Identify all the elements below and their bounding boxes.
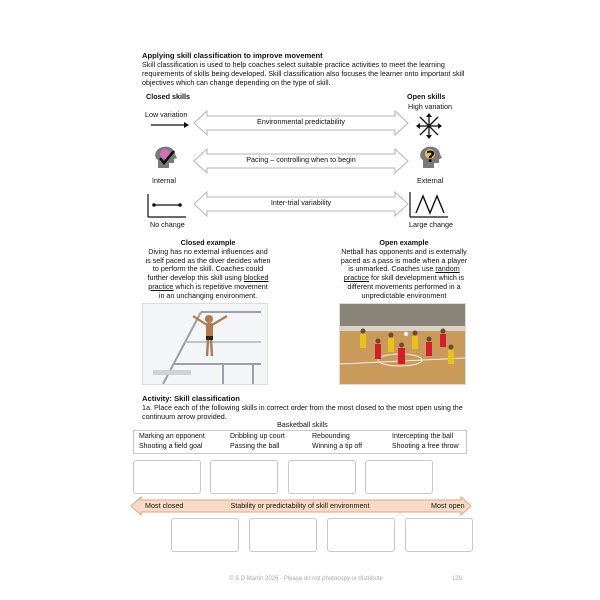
closed-example-line: in an unchanging environment. [158,290,258,300]
multi-direction-arrows-icon [415,112,443,140]
blocked-practice-link-part1: blocked [243,273,269,283]
closed-skills-title: Closed skills [146,92,190,101]
most-open-label: Most open [431,501,465,510]
high-variation-label: High variation [408,102,452,111]
answer-box[interactable] [133,460,201,494]
open-skills-title: Open skills [407,92,446,101]
intro-line-1: Skill classification is used to help coaches select suitable practice activities to meet the learning [142,60,445,69]
skill-item[interactable]: Winning a tip off [312,443,363,450]
open-example-line: is unmarked. Coaches use [348,264,434,274]
skill-item[interactable]: Intercepting the ball [392,433,454,440]
basketball-skills-table [133,430,467,454]
open-example-line: different movements performed in a [347,281,461,291]
page-number: 139 [452,576,463,582]
answer-box[interactable] [249,518,317,552]
skill-item[interactable]: Shooting a field goal [139,443,203,450]
skill-item[interactable]: Passing the ball [230,443,280,450]
internal-head-check-icon [152,145,180,171]
continuum-center-label: Stability or predictability of skill environment [230,501,370,510]
skill-item[interactable]: Marking an opponent [139,433,205,440]
most-closed-label: Most closed [145,501,184,510]
no-change-graph-icon [146,193,188,219]
closed-example-line: which is repetitive movement [173,281,268,291]
svg-text:?: ? [426,147,436,166]
activity-title: Activity: Skill classification [142,394,240,403]
no-change-label: No change [150,220,185,229]
closed-example-line: to perform the skill. Coaches could [152,264,264,274]
random-practice-link-part2: practice [343,273,370,283]
closed-example-title: Closed example [180,238,236,247]
external-head-question-icon [417,145,445,171]
open-example-text [330,239,478,301]
environmental-predictability-label: Environmental predictability [257,117,345,126]
open-example-line: Netball has opponents and is externally [341,246,467,256]
answer-box[interactable] [171,518,239,552]
large-change-graph-icon [408,191,450,219]
large-change-label: Large change [409,220,453,229]
closed-example-text [138,239,278,301]
internal-label: Internal [152,176,176,185]
low-variation-label: Low variation [145,110,188,119]
answer-box[interactable] [210,460,278,494]
intro-line-3: objectives which can change depending on the type of skill. [142,78,331,87]
answer-box[interactable] [365,460,433,494]
right-arrow-icon [150,121,190,129]
intro-line-2: requirements of skills being developed. Skill classification also focuses the learner onto important skill [142,69,465,78]
closed-example-line: Diving has no external influences and [148,246,268,256]
open-example-line: for skill development which is [369,273,465,283]
external-label: External [417,176,444,185]
closed-example-line: is self paced as the diver decides when [145,255,271,265]
diver-illustration [143,304,267,384]
netball-court-illustration [340,304,465,384]
inter-trial-variability-label: Inter-trial variability [270,198,332,207]
activity-instruction-2: continuum arrow provided. [142,412,227,421]
answer-box[interactable] [327,518,395,552]
answer-box[interactable] [405,518,473,552]
open-example-title: Open example [379,238,429,247]
random-practice-link-part1: random [435,264,460,274]
skill-item[interactable]: Rebounding [312,433,350,440]
blocked-practice-link-part2: practice [148,281,174,291]
diving-photo [142,303,268,385]
basketball-skills-title: Basketball skills [277,420,328,429]
netball-photo [339,303,466,385]
skill-item[interactable]: Shooting a free throw [392,443,459,450]
closed-example-line: further develop this skill using [147,273,242,283]
skill-item[interactable]: Dribbling up court [230,433,285,440]
activity-instruction-1: 1a. Place each of the following skills in correct order from the most closed to the most open using the [142,403,463,412]
pacing-label: Pacing – controlling when to begin [246,155,356,164]
open-example-line: paced as a pass is made when a player [340,255,468,265]
page-heading: Applying skill classification to improve movement [142,51,323,60]
open-example-line: unpredictable environment [361,290,447,300]
answer-box[interactable] [288,460,356,494]
footer-copyright: © S D Martin 2026 - Please do not photocopy or distribute [229,576,383,582]
